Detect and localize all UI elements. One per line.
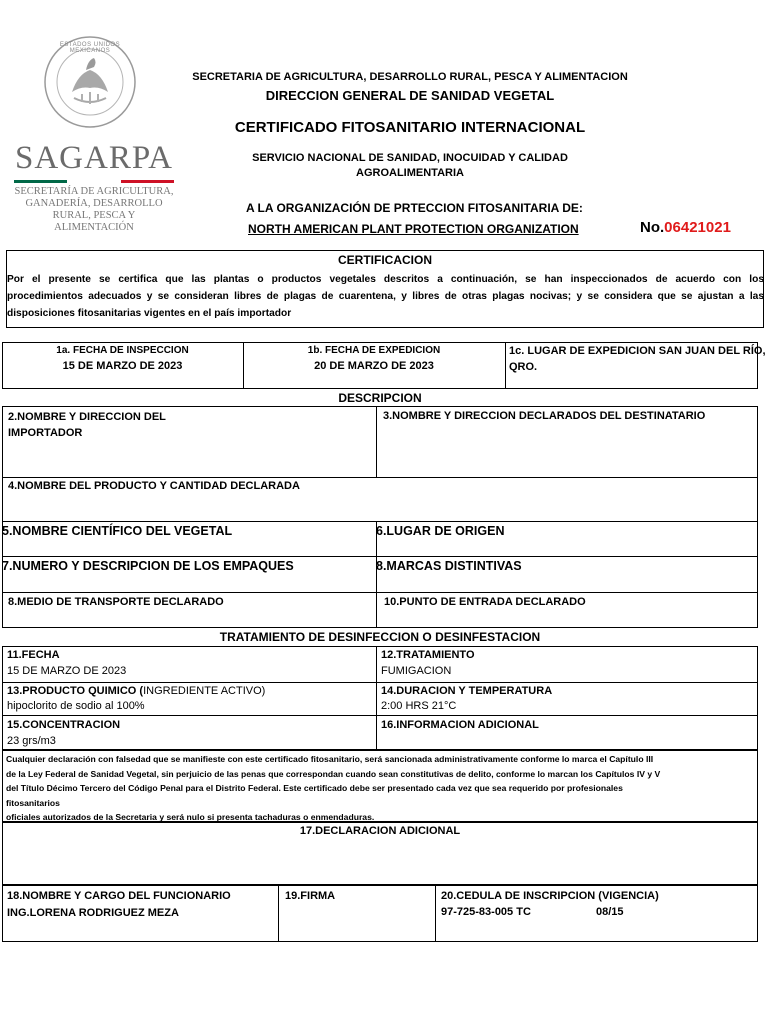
field-10: 10.PUNTO DE ENTRADA DECLARADO xyxy=(384,596,586,608)
inspeccion-label: 1a. FECHA DE INSPECCION xyxy=(56,345,189,356)
field-14-value: 2:00 HRS 21°C xyxy=(381,700,457,712)
logo-name: SAGARPA xyxy=(14,140,173,176)
header-service-1: SERVICIO NACIONAL DE SANIDAD, INOCUIDAD Y CALIDAD xyxy=(252,152,568,164)
org-prefix: A LA ORGANIZACIÓN DE PRTECCION FITOSANITARIA DE: xyxy=(246,201,583,215)
lugar-expedicion-2: QRO. xyxy=(509,361,538,373)
field-20-value: 97-725-83-005 TC xyxy=(441,906,531,918)
field-16: 16.INFORMACION ADICIONAL xyxy=(381,719,539,731)
descripcion-title: DESCRIPCION xyxy=(338,391,422,405)
certificacion-title: CERTIFICACION xyxy=(338,253,432,267)
legal-line-4: fitosanitarios xyxy=(6,797,60,808)
field-5: 5.NOMBRE CIENTÍFICO DEL VEGETAL xyxy=(2,524,233,538)
legal-line-3: del Título Décimo Tercero del Código Penal para el Distrito Federal. Este certificado debe ser presentado cada vez que sea requerido por profesionales xyxy=(6,783,623,793)
field-12-value: FUMIGACION xyxy=(381,665,452,677)
number-label: No. xyxy=(640,219,665,236)
field-8: 8.MARCAS DISTINTIVAS xyxy=(376,559,522,573)
tratamiento-title: TRATAMIENTO DE DESINFECCION O DESINFESTACION xyxy=(219,630,541,644)
field-14: 14.DURACION Y TEMPERATURA xyxy=(381,685,553,697)
expedicion-label: 1b. FECHA DE EXPEDICION xyxy=(307,345,441,356)
expedicion-value: 20 DE MARZO DE 2023 xyxy=(314,360,434,372)
field-13 xyxy=(7,684,265,699)
field-11: 11.FECHA xyxy=(7,649,60,661)
header-direction: DIRECCION GENERAL DE SANIDAD VEGETAL xyxy=(265,88,555,103)
logo-caption: SECRETARÍA DE AGRICULTURA, GANADERÍA, DESARROLLO RURAL, PESCA Y ALIMENTACIÓN xyxy=(14,186,174,233)
legal-line-5: oficiales autorizados de la Secretaria y será nulo si presenta tachaduras o enmendaduras. xyxy=(6,812,375,822)
sagarpa-logo xyxy=(8,28,180,233)
lugar-expedicion-1: 1c. LUGAR DE EXPEDICION SAN JUAN DEL RÍO, xyxy=(509,345,766,357)
field-7: 7.NUMERO Y DESCRIPCION DE LOS EMPAQUES xyxy=(2,559,294,573)
field-20: 20.CEDULA DE INSCRIPCION (VIGENCIA) xyxy=(441,890,659,902)
field-18: 18.NOMBRE Y CARGO DEL FUNCIONARIO xyxy=(7,890,231,902)
field-13-value: hipoclorito de sodio al 100% xyxy=(7,700,145,712)
page-title: CERTIFICADO FITOSANITARIO INTERNACIONAL xyxy=(234,119,586,136)
inspeccion-value: 15 DE MARZO DE 2023 xyxy=(62,360,183,372)
field-4: 4.NOMBRE DEL PRODUCTO Y CANTIDAD DECLARADA xyxy=(8,480,300,492)
seal-text: ESTADOS UNIDOS MEXICANOS xyxy=(59,42,121,54)
flag-stripe xyxy=(14,180,174,183)
certificate-number xyxy=(640,219,731,236)
field-2-line-2: IMPORTADOR xyxy=(8,427,83,439)
declaracion-title: 17.DECLARACION ADICIONAL xyxy=(299,825,461,837)
field-19: 19.FIRMA xyxy=(285,890,336,902)
field-11-value: 15 DE MARZO DE 2023 xyxy=(7,665,127,677)
header-service-2: AGROALIMENTARIA xyxy=(356,167,464,179)
field-2-line-1: 2.NOMBRE Y DIRECCION DEL xyxy=(8,411,166,423)
field-3: 3.NOMBRE Y DIRECCION DECLARADOS DEL DESTINATARIO xyxy=(383,410,706,422)
field-8b: 8.MEDIO DE TRANSPORTE DECLARADO xyxy=(8,596,224,608)
field-12: 12.TRATAMIENTO xyxy=(381,649,475,661)
field-18-value: ING.LORENA RODRIGUEZ MEZA xyxy=(7,907,179,919)
number-value: 06421021 xyxy=(664,219,731,236)
legal-line-2: de la Ley Federal de Sanidad Vegetal, sin perjuicio de las penas que correspondan cuando sean constitutivas de delito, conforme lo marcan los Capítulos IV y V xyxy=(6,768,661,779)
header-ministry: SECRETARIA DE AGRICULTURA, DESARROLLO RURAL, PESCA Y ALIMENTACION xyxy=(192,71,628,83)
field-20-date: 08/15 xyxy=(596,906,624,918)
field-15: 15.CONCENTRACION xyxy=(7,719,121,731)
org-name: NORTH AMERICAN PLANT PROTECTION ORGANIZATION xyxy=(248,222,579,236)
certificacion-text xyxy=(7,271,764,322)
field-13-prefix: 13.PRODUCTO QUIMICO ( xyxy=(7,685,144,697)
legal-text xyxy=(6,752,756,825)
field-15-value: 23 grs/m3 xyxy=(7,735,56,747)
field-6: 6.LUGAR DE ORIGEN xyxy=(376,524,505,538)
legal-line-1: Cualquier declaración con falsedad que se manifieste con este certificado fitosanitario, será sancionada administrativamente conforme lo marca el Capítulo III xyxy=(6,754,654,764)
certificacion-line-1: Por el presente se certifica que las plantas o productos vegetales descritos a continuación, se han inspeccionados de acuerdo con los xyxy=(7,274,764,285)
certificacion-line-2: procedimientos adecuados y se consideran libres de plagas de cuarentena, y libres de otras plagas nocivas; y se considera que se ajustan a las xyxy=(7,291,764,302)
field-13-suffix: INGREDIENTE ACTIVO) xyxy=(143,685,266,697)
certificacion-line-3: disposiciones fitosanitarias vigentes en el país importador xyxy=(7,308,292,319)
